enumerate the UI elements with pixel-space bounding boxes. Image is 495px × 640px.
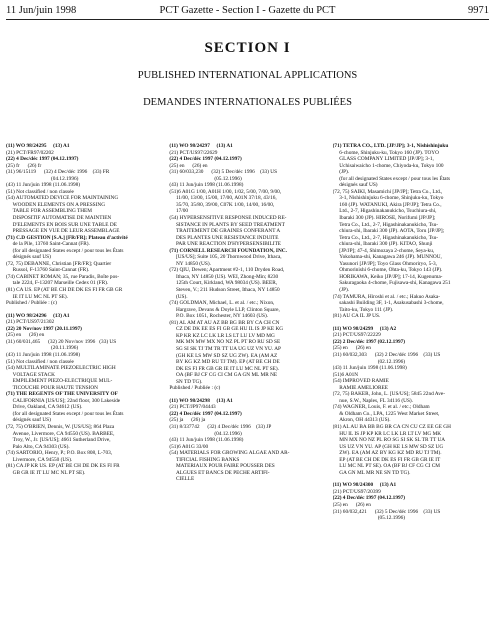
- record-line: & Oldham Co., LPA, 1225 West Market Street,: [332, 410, 440, 417]
- record-line: (25) en (26) en: [6, 332, 45, 339]
- record-line: (74) SARTORIO, Henry, P.; P.O. Box 808, L-703,: [6, 450, 113, 457]
- record-line: Published / Publiée : (c): [6, 300, 57, 307]
- record-line: (21) PCT/US97/22629: [169, 149, 218, 156]
- record-line: (81) CA US. EP (AT BE CH DE DK ES FI FR GB GR: [6, 287, 123, 294]
- record-line: Avenue, Livermore, CA 94550 (US). BARBEE,: [6, 430, 115, 437]
- record-line: Ohmorinishi 6-chome, Ohta-ku, Tokyo 143 (JP).: [332, 267, 443, 274]
- column-left: [6, 143, 162, 636]
- record-line: SISTANCE IN PLANTS BY SEED TREATMENT: [169, 221, 285, 228]
- record-line: (72) QIU, Dewen; Apartment #2-1, 110 Dryden Road,: [169, 267, 285, 274]
- record-line: CZ DE DK EE ES FI GB GE HU IL IS JP KE KG: [169, 326, 284, 333]
- record-line: (54) MATERIALS FOR GROWING ALGAE AND AR-: [169, 450, 290, 457]
- record-line: (22) 4 Dec/déc 1997 (04.12.1997): [169, 410, 242, 417]
- record-line: 11/00, 13/00, 15/00, 17/00, A01N 37/18, 43/16,: [169, 195, 277, 202]
- record-line: (22) 4 Dec/déc 1997 (04.12.1997): [169, 156, 242, 163]
- record-line: (25) en (26) en: [332, 501, 371, 508]
- application-record: [169, 398, 325, 483]
- record-line: nue, S.W., Naples, FL 34116 (US).: [332, 397, 413, 404]
- record-line: (25) fr (26) fr: [6, 162, 42, 169]
- record-line: Palo Alto, CA 94303 (US).: [6, 443, 70, 450]
- record-line: (JP).: [332, 169, 350, 176]
- record-line: Published / Publiée : (c): [169, 385, 221, 392]
- record-line: (72, 75) O'BRIEN, Dennis, W. [US/US]; 864 Plaza: [6, 423, 115, 430]
- record-line: [JP/JP]; 47-4, Shimozaya 2-chome, Seya-ku,: [332, 247, 435, 254]
- record-line: IE IT LU MC NL PT SE).: [6, 293, 68, 300]
- record-line: (22) 4 Dec/déc 1997 (04.12.1997): [6, 156, 79, 163]
- record-line: (for all designated States except / pour tous les États: [6, 247, 124, 254]
- record-line: NY 14850 (US).: [169, 260, 211, 267]
- record-line: (51) Not classified / non classée: [6, 358, 74, 365]
- record-line: [US/US]; Suite 105, 20 Thornwood Drive, Ithaca,: [169, 254, 282, 261]
- record-line: (74) CABINET ROMAN; 35, rue Paradis, Boîte pos-: [6, 273, 120, 280]
- record-line: EMPILEMENT PIEZO-ELECTRIQUE MUL-: [6, 378, 113, 385]
- record-line: Ibaraki 300 (JP). HIROSE, Norifumi [JP/JP];: [332, 215, 436, 222]
- record-line: (11) WO 98/24296 (13) A1: [6, 312, 70, 319]
- record-line: Livermore, CA 94550 (US).: [6, 456, 73, 463]
- record-line: Ithaca, NY 14850 (US). WEI, Zhong-Min; 8230: [169, 273, 279, 280]
- record-line: Hargrave, Devans & Doyle LLP, Clinton Square,: [169, 306, 280, 313]
- record-line: (51)6 A01N: [332, 371, 359, 378]
- record-line: sakashi Building 3F, 1-1, Asakusabashi 3-chome,: [332, 300, 444, 307]
- record-line: 125th Court, Kirkland, WA 98034 (US). BEER,: [169, 280, 278, 287]
- record-line: Yokohama-shi, Kanagawa 246 (JP). MUNNOU,: [332, 254, 442, 261]
- record-line: Steven, V.; 211 Hudson Street, Ithaca, NY 14850: [169, 287, 280, 294]
- column-right: [333, 143, 489, 636]
- record-line: MATERIAUX POUR FAIRE POUSSER DES: [169, 463, 275, 470]
- record-line: Tetra Co., Ltd., 2-7, Higashinakanukicho, Tsu-: [332, 221, 439, 228]
- record-line: (72, 75) BAKER, John, L. [US/US]; 5845 22nd Ave-: [332, 391, 445, 398]
- header-page-number: 9971: [468, 4, 489, 16]
- record-line: 35/70, 35/80, 39/00, C07K 1/00, 14/00, 16/00,: [169, 201, 275, 208]
- record-line: TRAITEMENT DE GRAINES CONFERANT A: [169, 228, 281, 235]
- record-line: US UZ VN YU. AP (GH KE LS MW SD SZ UG: [332, 443, 444, 450]
- record-line: MN MX NO NZ PL RO SG SI SK SL TR TT UA: [332, 437, 446, 444]
- record-line: TABLE FOR ASSEMBLING THEM: [6, 208, 93, 215]
- record-line: (25) en (26) en: [332, 345, 371, 352]
- record-line: (71) TETRA CO., LTD. [JP/JP]; 3-1, Nishishinjuku: [332, 143, 449, 149]
- record-line: SN TD TG).: [169, 378, 203, 385]
- record-line: Yasunori [JP/JP]; Toyo Glass Ohmoriryo, 5-3,: [332, 260, 438, 267]
- record-line: (71) THE REGENTS OF THE UNIVERSITY OF: [6, 391, 118, 398]
- record-line: PRESSAGE EN VUE DE LEUR ASSEMBLAGE: [6, 228, 120, 235]
- record-line: Russol, F-13760 Saint-Cannat (FR).: [6, 267, 90, 274]
- record-line: (22) 4 Dec/déc 1997 (04.12.1997): [332, 495, 406, 502]
- section-title: SECTION I: [204, 40, 291, 56]
- record-line: DISPOSITIF AUTOMATISE DE MAINTIEN: [6, 215, 112, 222]
- record-line: (31) 8/337742 (32) 4 Dec/déc 1996 (33) JP: [169, 423, 272, 430]
- record-line: (51)6 A01G 33/00: [169, 443, 209, 450]
- record-line: (US).: [169, 293, 188, 300]
- record-line: (05.12.1996): [332, 515, 406, 522]
- record-line: (21) PCT/JP97/04443: [169, 404, 216, 411]
- record-line: SG SI SK TJ TM TR TT UA UG UZ VN YU. AP: [169, 345, 281, 352]
- record-line: (43) 11 Jun/juin 1998 (11.06.1998): [332, 365, 407, 372]
- record-line: tale 2224, F-13207 Marseille Cedex 01 (FR).: [6, 280, 109, 287]
- record-line: (31) 60/031,465 (32) 20 Nov/nov 1996 (33) US: [6, 338, 117, 345]
- record-line: (81) AL AU BA BB BG BR CA CN CU CZ EE GE GH: [332, 423, 451, 430]
- record-line: RAMIE AMELIOREE: [332, 384, 388, 391]
- record-line: (25) ja (26) ja: [169, 417, 206, 424]
- record-line: désignés sauf US): [6, 254, 51, 261]
- record-line: (43) 11 Jun/juin 1998 (11.06.1998): [169, 182, 244, 189]
- record-line: 160 (JP). WATANUKI, Akira [JP/JP]; Tetra Co.,: [332, 201, 442, 208]
- record-line: (72, 75) DEBANNE, Christian [FR/FR]; Quartier: [6, 260, 112, 267]
- record-line: (25) en (26) en: [169, 162, 208, 169]
- record-line: (81) AL AM AT AU AZ BB BG BR BY CA CH CN: [169, 319, 280, 326]
- record-line: Drive, Oakland, CA 94612 (US).: [6, 404, 83, 411]
- record-line: (04.12.1996): [169, 430, 242, 437]
- record-line: Uchisaiwaicho 1-chome, Chiyoda-ku, Tokyo 100: [332, 162, 444, 169]
- record-line: (54) AUTOMATED DEVICE FOR MAINTAINING: [6, 195, 119, 202]
- record-line: (51)6 A01G 1/00, A01H 1/00, 1/02, 5/00, 7/00, 9/00,: [169, 188, 282, 195]
- record-line: (71) CORNELL RESEARCH FOUNDATION, INC.: [169, 247, 287, 254]
- header-title: PCT Gazette - Section I - Gazette du PCT: [159, 4, 336, 16]
- record-line: (54) IMPROVED RAMIE: [332, 378, 389, 385]
- record-line: (GH KE LS MW SD SZ UG ZW). EA (AM AZ: [169, 352, 278, 359]
- record-line: KP KR KZ LC LK LR LS LT LU LV MD MG: [169, 332, 275, 339]
- record-line: (11) WO 98/24295 (13) A1: [6, 143, 70, 149]
- record-line: (43) 11 Jun/juin 1998 (11.06.1998): [169, 437, 244, 444]
- application-record: [333, 326, 489, 477]
- record-line: DK ES FI FR GB GR IE IT LU MC NL PT SE).: [169, 365, 280, 372]
- record-line: (for all designated States except / pour tous les États: [6, 410, 124, 417]
- record-line: (31) 60/033,230 (32) 5 Dec/déc 1996 (33) US: [169, 169, 278, 176]
- record-line: (31) 60/032,421 (32) 5 Dec/déc 1996 (33) US: [332, 508, 441, 515]
- record-line: GLASS COMPANY LIMITED [JP/JP]; 3-1,: [332, 156, 434, 163]
- record-line: HU IL IS JP KP KR LC LK LR LT LV MG MK: [332, 430, 442, 437]
- record-line: (22) 20 Nov/nov 1997 (20.11.1997): [6, 325, 82, 332]
- record-line: 3-1, Nishishinjuku 6-chome, Shinjuku-ku, Tokyo: [332, 195, 444, 202]
- record-line: DES PLANTES UNE RESISTANCE INDUITE: [169, 234, 279, 241]
- record-line: HORIKAWA, Keiko [JP/JP]; 17-14, Kugenuma-: [332, 273, 443, 280]
- record-line: chiura-shi, Ibaraki 300 (JP). KITAO, Shunji: [332, 241, 433, 248]
- record-line: P.O. Box 1051, Rochester, NY 14603 (US).: [169, 313, 269, 320]
- record-line: TIFICIAL FISHING BANKS: [169, 456, 240, 463]
- record-line: TICOUCHE POUR HAUTE TENSION: [6, 384, 99, 391]
- record-line: (04.12.1996): [6, 175, 79, 182]
- record-line: (22) 2 Dec/déc 1997 (02.12.1997): [332, 338, 406, 345]
- application-record: [333, 143, 489, 320]
- record-line: (74) GOLDMAN, Michael, L. et al. / etc.; Nixon,: [169, 300, 275, 307]
- record-line: D'ELEMENTS EN BOIS SUR UNE TABLE DE: [6, 221, 117, 228]
- record-line: WOODEN ELEMENTS ON A PRESSING: [6, 201, 106, 208]
- record-line: (20.11.1996): [6, 345, 79, 352]
- record-line: (81) CA JP KR US. EP (AT BE CH DE DK ES FI FR: [6, 463, 120, 470]
- header-rule: [6, 19, 489, 20]
- record-line: Troy, W., Jr. [US/US]; 4661 Sutherland Drive,: [6, 437, 111, 444]
- application-record: [169, 143, 325, 392]
- header-date: 11 Jun/juin 1998: [6, 4, 77, 16]
- application-record: [6, 143, 162, 307]
- record-line: de la Pile, 13760 Saint-Cannat (FR).: [6, 241, 90, 248]
- record-line: GB GR IE IT LU MC NL PT SE).: [6, 469, 86, 476]
- record-line: chiura-shi, Ibaraki 300 (JP). AOTA, Toru [JP/JP];: [332, 228, 445, 235]
- record-line: BY KG KZ MD RU TJ TM). EP (AT BE CH DE: [169, 359, 280, 366]
- record-line: (21) PCT/US97/21302: [6, 319, 55, 326]
- record-line: (11) WO 98/24300 (13) A1: [332, 482, 397, 489]
- record-line: Tetra Co., Ltd., 2-7, Higashinakanukicho, Tsu-: [332, 234, 439, 241]
- record-line: (43) 11 Jun/juin 1998 (11.06.1998): [6, 351, 81, 358]
- record-line: 17/00: [169, 208, 189, 215]
- application-record: [333, 482, 489, 521]
- record-line: Sakuragaoka 4-chome, Fujisawa-shi, Kanagawa 251: [332, 280, 451, 287]
- column-middle: [169, 143, 325, 636]
- record-line: OA (BF BJ CF CG CI CM GA GN ML MR NE: [169, 372, 278, 379]
- record-line: (54) MULTILAMINATE PIEZOELECTRIC HIGH: [6, 365, 116, 372]
- record-line: EP (AT BE CH DE DK ES FI FR GB GR IE IT: [332, 456, 441, 463]
- record-line: 6-chome, Shinjuku-ku, Tokyo 160 (JP). TOYO: [332, 149, 439, 156]
- record-line: (31) 96/15119 (32) 4 Dec/déc 1996 (33) FR: [6, 169, 110, 176]
- record-line: (51) Not classified / non classée: [6, 188, 74, 195]
- record-line: Taito-ku, Tokyo 111 (JP).: [332, 306, 394, 313]
- record-line: LU MC NL PT SE). OA (BF BJ CF CG CI CM: [332, 463, 440, 470]
- subtitle-english: PUBLISHED INTERNATIONAL APPLICATIONS: [137, 70, 358, 81]
- record-line: (21) PCT/US97/20399: [332, 488, 381, 495]
- record-line: VOLTAGE STACK: [6, 371, 55, 378]
- record-line: (11) WO 98/24297 (13) A1: [169, 143, 233, 149]
- record-line: CIELLE: [169, 476, 195, 483]
- record-line: (05.12.1996): [169, 175, 242, 182]
- record-line: ZW). EA (AM AZ BY KG KZ MD RU TJ TM).: [332, 450, 442, 457]
- record-line: désignés sauf US): [332, 182, 378, 189]
- record-line: (JP).: [332, 287, 350, 294]
- record-line: (74) WAGNER, Louis, F. et al. / etc.; Oldham: [332, 404, 430, 411]
- subtitle-french: DEMANDES INTERNATIONALES PUBLIÉES: [143, 97, 352, 108]
- record-line: (for all designated States except / pour tous les États: [332, 175, 451, 182]
- record-line: (11) WO 98/24299 (13) A2: [332, 325, 397, 332]
- application-record: [6, 313, 162, 477]
- record-line: ALGUES ET BANCS DE PECHE ARTIFI-: [169, 469, 270, 476]
- record-line: (81) AU CA IL JP US.: [332, 313, 381, 320]
- page-header: [6, 3, 489, 17]
- record-line: CALIFORNIA [US/US]; 22nd floor, 300 Lakeside: [6, 397, 121, 404]
- record-line: (71) C.D GESTION [S.A.] [FR/FR]; Plateau d'activité: [6, 234, 128, 241]
- record-line: (21) PCT/US97/22229: [332, 332, 381, 339]
- record-line: désignés sauf US): [6, 417, 51, 424]
- record-line: GA GN ML MR NE SN TD TG).: [332, 469, 411, 476]
- record-line: MK MN MW MX NO NZ PL PT RO RU SD SE: [169, 339, 281, 346]
- entries-columns: [6, 143, 489, 636]
- record-line: Ltd., 2-7, Higashinakanukicho, Tsuchiura-shi,: [332, 208, 437, 215]
- record-line: (02.12.1996): [332, 358, 406, 365]
- record-line: (43) 11 Jun/juin 1998 (11.06.1998): [6, 182, 81, 189]
- record-line: (21) PCT/FR97/02202: [6, 149, 54, 156]
- record-line: (72, 75) SAIKI, Masamichi [JP/JP]; Tetra Co., Ltd.,: [332, 188, 443, 195]
- record-line: (74) TAMURA, Hiroshi et al. / etc.; Hakuo Asaka-: [332, 293, 440, 300]
- record-line: PAR UNE REACTION D'HYPERSENSIBILITE: [169, 241, 282, 248]
- record-line: (54) HYPERSENSITIVE RESPONSE INDUCED RE-: [169, 215, 287, 222]
- record-line: (11) WO 98/24298 (13) A1: [169, 397, 233, 404]
- record-line: (31) 60/032,303 (32) 2 Dec/déc 1996 (33) US: [332, 351, 441, 358]
- record-line: Akron, OH 44313 (US).: [332, 417, 391, 424]
